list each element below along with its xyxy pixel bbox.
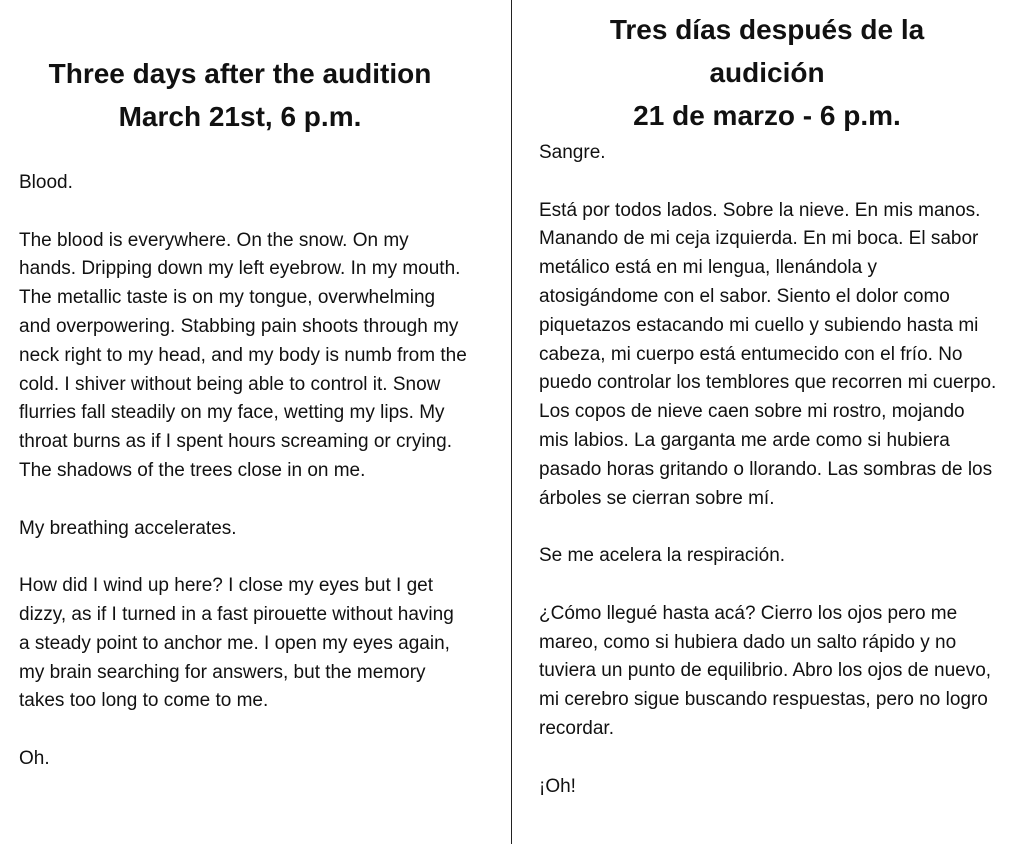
english-paragraph-4: How did I wind up here? I close my eyes but I get dizzy, as if I turned in a fast pirouette without having a steady point to anchor me. I open my eyes again, my brain searching for answers, but the memory takes too long to come to me.	[19, 575, 454, 712]
english-body	[19, 169, 467, 774]
english-title-line-1: Three days after the audition	[48, 58, 432, 89]
english-paragraph-5: Oh.	[19, 747, 50, 769]
english-column	[19, 0, 467, 774]
column-divider	[511, 0, 512, 844]
english-title-line-2: March 21st, 6 p.m.	[118, 101, 362, 132]
spanish-title	[539, 8, 995, 137]
spanish-column	[539, 0, 999, 801]
spanish-paragraph-4: ¿Cómo llegué hasta acá? Cierro los ojos pero me mareo, como si hubiera dado un salto rápido y no tuviera un punto de equilibrio. Abro los ojos de nuevo, mi cerebro sigue buscando respuestas, pero no logro recordar.	[539, 602, 992, 739]
spanish-paragraph-5: ¡Oh!	[539, 775, 576, 797]
english-paragraph-1: Blood.	[19, 172, 73, 193]
spanish-paragraph-3: Se me acelera la respiración.	[539, 545, 786, 567]
spanish-title-line-3: 21 de marzo - 6 p.m.	[633, 100, 901, 131]
english-paragraph-2: The blood is everywhere. On the snow. On my hands. Dripping down my left eyebrow. In my mouth. The metallic taste is on my tongue, overwhelming and overpowering. Stabbing pain shoots through my neck right to my head, and my body is numb from the cold. I shiver without being able to control it. Snow flurries fall steadily on my face, wetting my lips. My throat burns as if I spent hours screaming or crying. The shadows of the trees close in on me.	[19, 229, 467, 481]
english-paragraph-3: My breathing accelerates.	[19, 517, 237, 539]
spanish-title-line-2: audición	[709, 57, 825, 88]
spanish-title-line-1: Tres días después de la	[609, 14, 925, 45]
spanish-paragraph-2: Está por todos lados. Sobre la nieve. En mis manos. Manando de mi ceja izquierda. En mi boca. El sabor metálico está en mi lengua, llenándola y atosigándome con el sabor. Siento el dolor como piquetazos estacando mi cuello y subiendo hasta mi cabeza, mi cuerpo está entumecido con el frío. No puedo controlar los temblores que recorren mi cuerpo. Los copos de nieve caen sobre mi rostro, mojando mis labios. La garganta me arde como si hubiera pasado horas gritando o llorando. Las sombras de los árboles se cierran sobre mí.	[539, 199, 997, 509]
english-title	[19, 52, 461, 138]
spanish-paragraph-1: Sangre.	[539, 142, 606, 163]
spanish-body	[539, 139, 999, 801]
